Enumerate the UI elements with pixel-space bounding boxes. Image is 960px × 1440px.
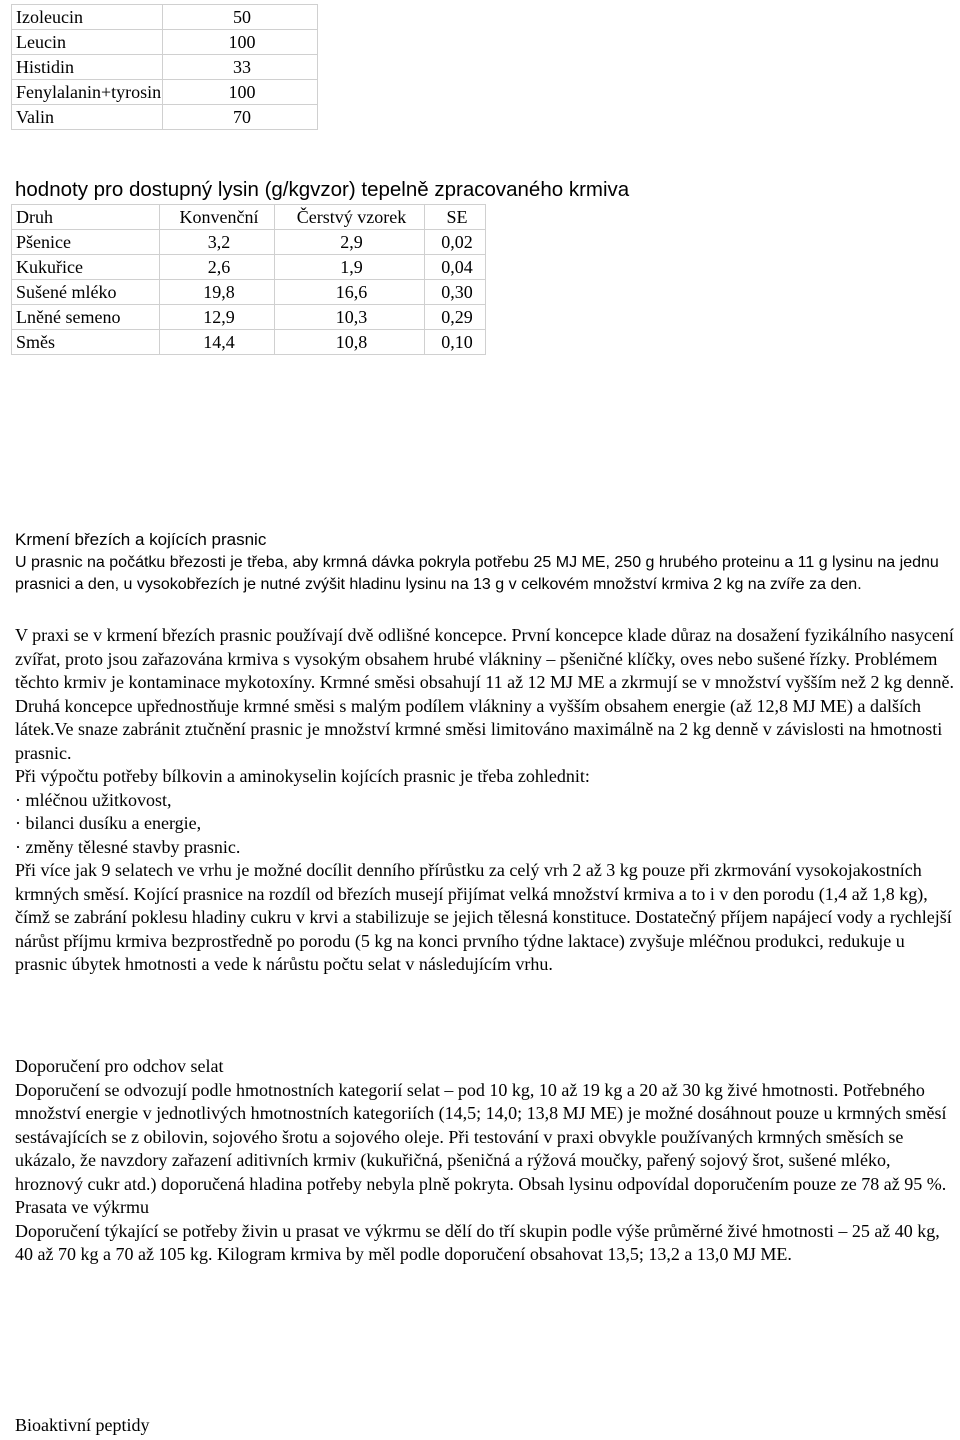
table-row [12,230,486,255]
list-item: · bilanci dusíku a energie, [15,813,202,833]
paragraph: Při výpočtu potřeby bílkovin a aminokyselin kojících prasnic je třeba zohlednit: [15,766,590,786]
lysine-table-title: hodnoty pro dostupný lysin (g/kgvzor) tepelně zpracovaného krmiva [15,178,630,201]
table-cell: Směs [12,330,160,355]
table-cell: 2,9 [275,230,425,255]
table-header-row [12,205,486,230]
list-item: · změny tělesné stavby prasnic. [15,836,241,857]
table-cell: 10,8 [275,330,425,355]
table-cell: 16,6 [275,280,425,305]
table-row [12,305,486,330]
amino-name: Leucin [12,30,163,55]
text-block-piglets [15,1055,955,1267]
header-cell: Čerstvý vzorek [275,205,425,230]
section-title-bioactive: Bioaktivní peptidy [15,1415,150,1435]
amino-name: Izoleucin [12,5,163,30]
table-row [12,330,486,355]
header-cell: Druh [12,205,160,230]
table-cell: Pšenice [12,230,160,255]
table-row [12,30,318,55]
amino-value: 33 [163,55,318,80]
table-row [12,255,486,280]
list-item: · mléčnou užitkovost, [15,789,172,810]
paragraph: Doporučení se odvozují podle hmotnostních kategorií selat – pod 10 kg, 10 až 19 kg a 20 až 30 kg živé hmotnosti. Potřebného množství energie v jednotlivých hmotnostních kategoriích (14,5; 14,0; 13,8 MJ ME) je možné dosáhnout pouze u krmných směsí sestávajících se z obilovin, sojového šrotu a sojového oleje. Při testování v praxi obvykle používaných krmných směsích se ukázalo, že navzdory zařazení aditivních krmiv (kukuřičná, pšeničná a rýžová moučky, pařený sojový šrot, sušené mléko, hroznový cukr atd.) doporučená hladina potřeby nebyla plně pokryta. Obsah lysinu odpovídal doporučením pouze ze 78 až 95 %. [15,1079,947,1194]
paragraph: Při více jak 9 selatech ve vrhu je možné docílit denního přírůstku za celý vrh 2 až 3 kg pouze při zkrmování vysokojakostních krmných směsí. Kojící prasnice na rozdíl od březích musejí přijímat velká množství krmiva a to i v den porodu (1,4 až 1,8 kg), čímž se zabrání poklesu hladiny cukru v krvi a stabilizuje se jejich tělesná konstituce. Dostatečný příjem napájecí vody a rychlejší nárůst příjmu krmiva bezprostředně po porodu (5 kg na konci prvního týdne laktace) zvyšuje mléčnou produkci, redukuje u prasnic úbytek hmotnosti a vede k nárůstu počtu selat v následujícím vrhu. [15,860,952,974]
amino-name: Histidin [12,55,163,80]
table-cell: 0,02 [425,230,486,255]
table-row [12,55,318,80]
table-cell: Kukuřice [12,255,160,280]
table-row [12,5,318,30]
paragraph: V praxi se v krmení březích prasnic používají dvě odlišné koncepce. První koncepce klade důraz na dosažení fyzikálního nasycení zvířat, proto jsou zařazována krmiva s vysokým obsahem hrubé vlákniny – pšeničné klíčky, oves nebo sušené řízky. Problémem těchto krmiv je kontaminace mykotoxíny. Krmné směsi obsahují 11 až 12 MJ ME a zkrmují se v množství vyšším než 2 kg denně. [15,625,954,692]
paragraph: Doporučení týkající se potřeby živin u prasat ve výkrmu se dělí do tří skupin podle výše průměrné živé hmotnosti – 25 až 40 kg, 40 až 70 kg a 70 až 105 kg. Kilogram krmiva by měl podle doporučení obsahovat 13,5; 13,2 a 13,0 MJ ME. [15,1220,940,1264]
table-row [12,80,318,105]
text-block-sows [15,624,955,977]
header-cell: Konvenční [160,205,275,230]
table-cell: 2,6 [160,255,275,280]
paragraph: Druhá koncepce upřednostňuje krmné směsi s malým podílem vlákniny a vyšším obsahem energie (až 12,8 MJ ME) a dalších látek.Ve snaze zabránit ztučnění prasnic je množství krmné směsi limitováno maximálně na 2 kg denně v závislosti na hmotnosti prasnic. [15,695,943,763]
table-row [12,280,486,305]
table-row [12,105,318,130]
table-cell: 3,2 [160,230,275,255]
table-cell: 0,30 [425,280,486,305]
table-cell: 0,10 [425,330,486,355]
amino-value: 70 [163,105,318,130]
section-title-piglets: Doporučení pro odchov selat [15,1056,224,1076]
table-cell: 12,9 [160,305,275,330]
amino-value: 100 [163,30,318,55]
amino-acid-table [11,4,318,130]
amino-value: 100 [163,80,318,105]
table-cell: 1,9 [275,255,425,280]
table-cell: Sušené mléko [12,280,160,305]
amino-name: Fenylalanin+tyrosin [12,80,163,105]
section-paragraph-sows: U prasnic na počátku březosti je třeba, aby krmná dávka pokryla potřebu 25 MJ ME, 250 g hrubého proteinu a 11 g lysinu na jednu prasnici a den, u vysokobřezích je nutné zvýšit hladinu lysinu na 13 g v celkovém množství krmiva 2 kg na zvíře za den. [15,554,939,593]
table-cell: 14,4 [160,330,275,355]
table-cell: 19,8 [160,280,275,305]
header-cell: SE [425,205,486,230]
amino-value: 50 [163,5,318,30]
table-cell: 0,29 [425,305,486,330]
table-cell: Lněné semeno [12,305,160,330]
table-cell: 0,04 [425,255,486,280]
section-title-fattening: Prasata ve výkrmu [15,1197,149,1217]
section-title-sows: Krmení březích a kojících prasnic [15,530,267,549]
table-cell: 10,3 [275,305,425,330]
lysine-table [11,204,486,355]
amino-name: Valin [12,105,163,130]
